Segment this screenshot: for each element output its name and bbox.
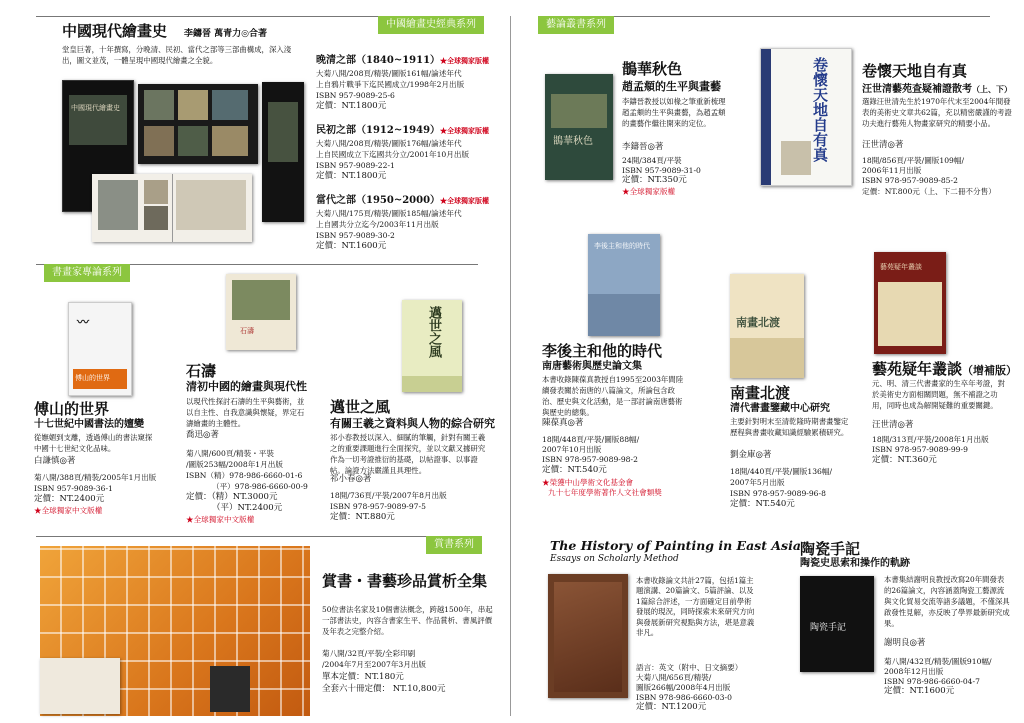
chinese-modern-desc: 堂皇巨著，十年撰寫，分晚清、民初、當代之部等三部曲構成，深入淺出，圖文並茂，一體呈現中國現代繪畫之全貌。 xyxy=(62,45,292,65)
lihouzhu-cover-text: 李後主和他的時代 xyxy=(594,242,650,250)
yiyuan-meta: 18開/313頁/平裝/2008年1月出版 xyxy=(872,435,989,444)
juanhuai-subtitle-paren: （上、下） xyxy=(972,84,1012,94)
fushan-badge: ★全球獨家中文版權 xyxy=(34,506,103,515)
juanhuai-cover-text: 卷懷天地自有真 xyxy=(811,57,829,162)
tag-art: 藝論叢書系列 xyxy=(538,16,614,34)
volume-late-qing-price: 定價：NT.1800元 xyxy=(316,101,387,111)
taoci-price: 定價：NT.1600元 xyxy=(884,686,955,696)
lihouzhu-award2: 九十七年度學術著作人文社會類獎 xyxy=(548,488,662,497)
volume-early-republic-badge: ★全球獨家版權 xyxy=(440,126,490,135)
huahua-cover-image xyxy=(545,74,613,180)
huahua-price: 定價：NT.350元 xyxy=(622,175,687,185)
chinese-modern-authors: 李鑄晉 萬青力◎合著 xyxy=(184,29,267,39)
yiyuan-cover-text: 藝苑疑年叢談 xyxy=(880,263,922,271)
juanhuai-meta2: 2006年11月出版 xyxy=(862,166,922,175)
fushan-cover-image: 〰 傅山的世界 xyxy=(68,302,132,396)
volume-late-qing-l1: 大菊八開/208頁/精裝/圖版161幅/論述年代 xyxy=(316,69,462,78)
yiyuan-author: 汪世清◎著 xyxy=(872,420,914,430)
fushan-cover-text: 傅山的世界 xyxy=(75,374,110,382)
history-isbn: ISBN 978-986-6660-03-0 xyxy=(636,693,732,702)
nanhua-title: 南畫北渡 xyxy=(730,384,791,402)
shitao-isbn1: ISBN（精）978-986-6660-01-6 xyxy=(186,471,303,480)
fushan-isbn: ISBN 957-9089-36-1 xyxy=(34,484,113,493)
volume-late-qing-title: 晚清之部（1840~1911） xyxy=(316,55,441,66)
maishi-subtitle: 有關王羲之資料與人物的綜合研究 xyxy=(330,417,495,430)
shangshu-meta2: /2004年7月至2007年3月出版 xyxy=(322,660,427,669)
juanhuai-meta1: 18開/856頁/平裝/圖版109幅/ xyxy=(862,156,965,165)
maishi-isbn: ISBN 978-957-9089-97-5 xyxy=(330,502,426,511)
maishi-cover-text: 邁世之風 xyxy=(426,306,441,358)
maishi-author: 祁小春◎著 xyxy=(330,474,372,484)
yiyuan-cover-image xyxy=(874,252,946,354)
juanhuai-price: 定價：NT.800元（上、下二冊不分售） xyxy=(862,187,996,196)
nanhua-price: 定價：NT.540元 xyxy=(730,499,795,509)
huahua-desc: 李鑄晉教授以如椽之筆重新梳理趙孟頫的生平與畫藝，為趙孟頫的畫藝作繼往開來的定位。 xyxy=(622,97,726,128)
history-subtitle: Essays on Scholarly Method xyxy=(550,554,679,564)
volume-contemporary-l1: 大菊八開/175頁/精裝/圖版185幅/論述年代 xyxy=(316,209,462,218)
juanhuai-author: 汪世清◎著 xyxy=(862,140,904,150)
nanhua-cover-image xyxy=(730,274,804,378)
yiyuan-isbn: ISBN 978-957-9089-99-9 xyxy=(872,445,968,454)
fushan-subtitle: 十七世紀中國書法的嬗變 xyxy=(34,419,144,430)
yiyuan-title-text: 藝苑疑年叢談 xyxy=(872,360,963,378)
shitao-title: 石濤 xyxy=(186,362,217,380)
shangshu-title: 賞書・書藝珍品賞析全集 xyxy=(322,572,488,590)
taoci-title: 陶瓷手記 xyxy=(800,540,861,558)
volume-early-republic-l1: 大菊八開/208頁/精裝/圖版176幅/論述年代 xyxy=(316,139,462,148)
juanhuai-subtitle xyxy=(862,82,1012,97)
huahua-subtitle: 趙孟頫的生平與畫藝 xyxy=(622,80,721,93)
volume-contemporary-badge: ★全球獨家版權 xyxy=(440,196,490,205)
center-divider xyxy=(510,16,511,716)
volume-contemporary-price: 定價：NT.1600元 xyxy=(316,241,387,251)
boxset-cover-text: 中國現代繪畫史 xyxy=(71,104,120,112)
tag-classics: 中國繪畫史經典系列 xyxy=(378,16,484,34)
volume-contemporary-isbn: ISBN 957-9089-30-2 xyxy=(316,231,395,240)
nanhua-meta1: 18開/440頁/平裝/圖版136幅/ xyxy=(730,467,833,476)
bottom-rule-left xyxy=(36,536,478,537)
shitao-badge: ★全球獨家中文版權 xyxy=(186,515,255,524)
maishi-desc: 祁小春教授以深入、細膩的筆觸，針對有關王羲之的重要課題進行全面探究，並以文獻又據研究作為一切考證推衍的基礎，以帖證事、以事證帖。論證方法嚴謹且具理性。 xyxy=(330,433,486,475)
maishi-price: 定價：NT.880元 xyxy=(330,512,395,522)
yiyuan-price: 定價：NT.360元 xyxy=(872,455,937,465)
lihouzhu-subtitle: 南唐藝術與歷史論文集 xyxy=(542,361,642,372)
lihouzhu-cover-image xyxy=(588,234,660,336)
shangshu-meta1: 菊八開/32頁/平裝/全彩印刷 xyxy=(322,649,416,658)
tag-painters: 書畫家專論系列 xyxy=(44,264,130,282)
history-cover-image xyxy=(548,574,628,698)
shitao-isbn2: （平）978-986-6660-00-9 xyxy=(212,482,308,491)
shitao-price1: 定價：（精）NT.3000元 xyxy=(186,492,278,502)
fushan-author: 白謙慎◎著 xyxy=(34,456,76,466)
huahua-title: 鵲華秋色 xyxy=(622,60,683,78)
yiyuan-title xyxy=(872,360,1017,380)
taoci-cover-image xyxy=(800,576,874,672)
huahua-badge: ★全球獨家版權 xyxy=(622,187,676,196)
shangshu-desc: 50位書法名家及10個書法概念，跨越1500年，串起一部書法史，內容含書家生平、作品賞析、書風評價及年表之完整介紹。 xyxy=(322,605,493,636)
lihouzhu-desc: 本書收錄陳葆真教授自1995至2003年間陸續發表關於南唐的八篇論文，所論包含政治、歷史與文化活動，是一部討論南唐藝術與歷史的總集。 xyxy=(542,375,684,417)
maishi-cover-image xyxy=(402,300,462,392)
shitao-cover-text: 石濤 xyxy=(240,327,254,335)
history-meta2: 圖版266幅/2008年4月出版 xyxy=(636,683,731,692)
juanhuai-desc: 選錄汪世清先生於1970年代末至2004年間發表的美術史文章共62篇，充以精密嚴謹的考證功夫進行藝苑人物畫家研究的精要小品。 xyxy=(862,97,1012,128)
maishi-meta: 18開/736頁/平裝/2007年8月出版 xyxy=(330,491,447,500)
nanhua-author: 劉金庫◎著 xyxy=(730,450,772,460)
shangshu-price2: 全套六十冊定價： NT.10,800元 xyxy=(322,684,446,694)
volume-late-qing-isbn: ISBN 957-9089-25-6 xyxy=(316,91,395,100)
lihouzhu-author: 陳葆真◎著 xyxy=(542,418,584,428)
shitao-subtitle: 清初中國的繪畫與現代性 xyxy=(186,380,307,393)
nanhua-isbn: ISBN 978-957-9089-96-8 xyxy=(730,489,826,498)
taoci-desc: 本書集結謝明良教授改寫20年間發表的26篇論文，內容涵蓋陶瓷工藝源流與文化貿易交流等諸多議題，不僅深具啟發性見解，亦反映了學界最新研究成果。 xyxy=(884,575,1010,628)
shitao-cover-image xyxy=(226,274,296,350)
shitao-meta2: /圖版253幅/2008年1月出版 xyxy=(186,460,283,469)
history-desc: 本書收錄論文共計27篇，包括1篇主題演講、20篇論文、5篇評論、以及1篇綜合評述，一方面確定目前學術發展的現況，同時探索未來研究方向與發展新研究視點與方法，堪是意義非凡。 xyxy=(636,576,755,638)
juanhuai-subtitle-text: 汪世清藝苑查疑補證散考 xyxy=(862,84,972,95)
yiyuan-desc: 元、明、清三代書畫家的生卒年考證，對於美術史方面相關問題，無不補證之功用，同時也成為解開疑難的重要關鍵。 xyxy=(872,379,1006,410)
volume-late-qing-badge: ★全球獨家版權 xyxy=(440,56,490,65)
volume-late-qing-l2: 上自鴉片戰爭下迄民國成立/1998年2月出版 xyxy=(316,80,465,89)
shitao-price2: （平）NT.2400元 xyxy=(212,503,283,513)
huahua-author: 李鑄晉◎著 xyxy=(622,142,664,152)
volume-early-republic xyxy=(316,124,490,182)
juanhuai-isbn: ISBN 978-957-9089-85-2 xyxy=(862,176,958,185)
huahua-cover-text: 鵲華秋色 xyxy=(553,136,593,147)
nanhua-subtitle: 清代書畫鑒藏中心研究 xyxy=(730,403,830,414)
history-meta1: 大菊八開/656頁/精裝/ xyxy=(636,673,712,682)
volume-contemporary-title: 當代之部（1950~2000） xyxy=(316,195,441,206)
shitao-meta1: 菊八開/600頁/精裝・平裝 xyxy=(186,449,274,458)
history-title: The History of Painting in East Asia xyxy=(550,538,801,553)
tag-appreciation: 賞書系列 xyxy=(426,536,482,554)
fushan-meta: 菊八開/388頁/精裝/2005年1月出版 xyxy=(34,473,157,482)
volume-early-republic-l2: 上自民國成立下迄國共分立/2001年10月出版 xyxy=(316,150,470,159)
shangshu-price1: 單本定價：NT.180元 xyxy=(322,672,404,682)
lihouzhu-award1: ★榮獲中山學術文化基金會 xyxy=(542,478,634,487)
taoci-subtitle: 陶瓷史思索和操作的軌跡 xyxy=(800,558,910,569)
huahua-isbn: ISBN 957-9089-31-0 xyxy=(622,166,701,175)
taoci-meta1: 菊八開/432頁/精裝/圖版910幅/ xyxy=(884,657,992,666)
history-lang: 語言：英文（附中、日文摘要） xyxy=(636,663,743,672)
history-price: 定價：NT.1200元 xyxy=(636,702,707,712)
fushan-desc: 從嫵媚到支離，透過傅山的書法窺探中國十七世紀文化品味。 xyxy=(34,433,153,453)
juanhuai-title: 卷懷天地自有真 xyxy=(862,62,968,80)
volume-late-qing xyxy=(316,54,490,112)
maishi-title: 邁世之風 xyxy=(330,398,391,416)
volume-contemporary xyxy=(316,194,490,252)
volume-contemporary-l2: 上自國共分立迄今/2003年11月出版 xyxy=(316,220,439,229)
shitao-author: 喬迅◎著 xyxy=(186,430,219,440)
nanhua-desc: 主要針對明末至清乾隆時期書畫鑒定歷程與書畫收藏知識經驗累積研究。 xyxy=(730,417,849,437)
volume-early-republic-title: 民初之部（1912~1949） xyxy=(316,125,441,136)
nanhua-meta2: 2007年5月出版 xyxy=(730,478,785,487)
taoci-isbn: ISBN 978-986-6660-04-7 xyxy=(884,677,980,686)
chinese-modern-title: 中國現代繪畫史 xyxy=(62,22,168,40)
lihouzhu-price: 定價：NT.540元 xyxy=(542,465,607,475)
chinese-modern-boxset-image xyxy=(62,74,307,244)
volume-early-republic-isbn: ISBN 957-9089-22-1 xyxy=(316,161,395,170)
lihouzhu-meta1: 18開/448頁/平裝/圖版88幅/ xyxy=(542,435,640,444)
taoci-meta2: 2008年12月出版 xyxy=(884,667,944,676)
yiyuan-title-paren: （增補版） xyxy=(962,364,1018,377)
lihouzhu-meta2: 2007年10月出版 xyxy=(542,445,602,454)
fushan-price: 定價：NT.2400元 xyxy=(34,494,105,504)
shangshu-covers-image xyxy=(40,546,310,716)
juanhuai-cover-image xyxy=(760,48,852,186)
volume-early-republic-price: 定價：NT.1800元 xyxy=(316,171,387,181)
shitao-desc: 以現代性探討石濤的生平與藝術，並以自主性、自我意識與懷疑，界定石濤繪畫的主體性。 xyxy=(186,397,305,428)
taoci-cover-text: 陶瓷手記 xyxy=(810,623,847,633)
taoci-author: 謝明良◎著 xyxy=(884,638,926,648)
lihouzhu-title: 李後主和他的時代 xyxy=(542,342,663,360)
nanhua-cover-text: 南畫北渡 xyxy=(736,316,780,329)
huahua-meta: 24開/384頁/平裝 xyxy=(622,156,682,165)
fushan-title: 傅山的世界 xyxy=(34,400,110,418)
lihouzhu-isbn: ISBN 978-957-9089-98-2 xyxy=(542,455,638,464)
